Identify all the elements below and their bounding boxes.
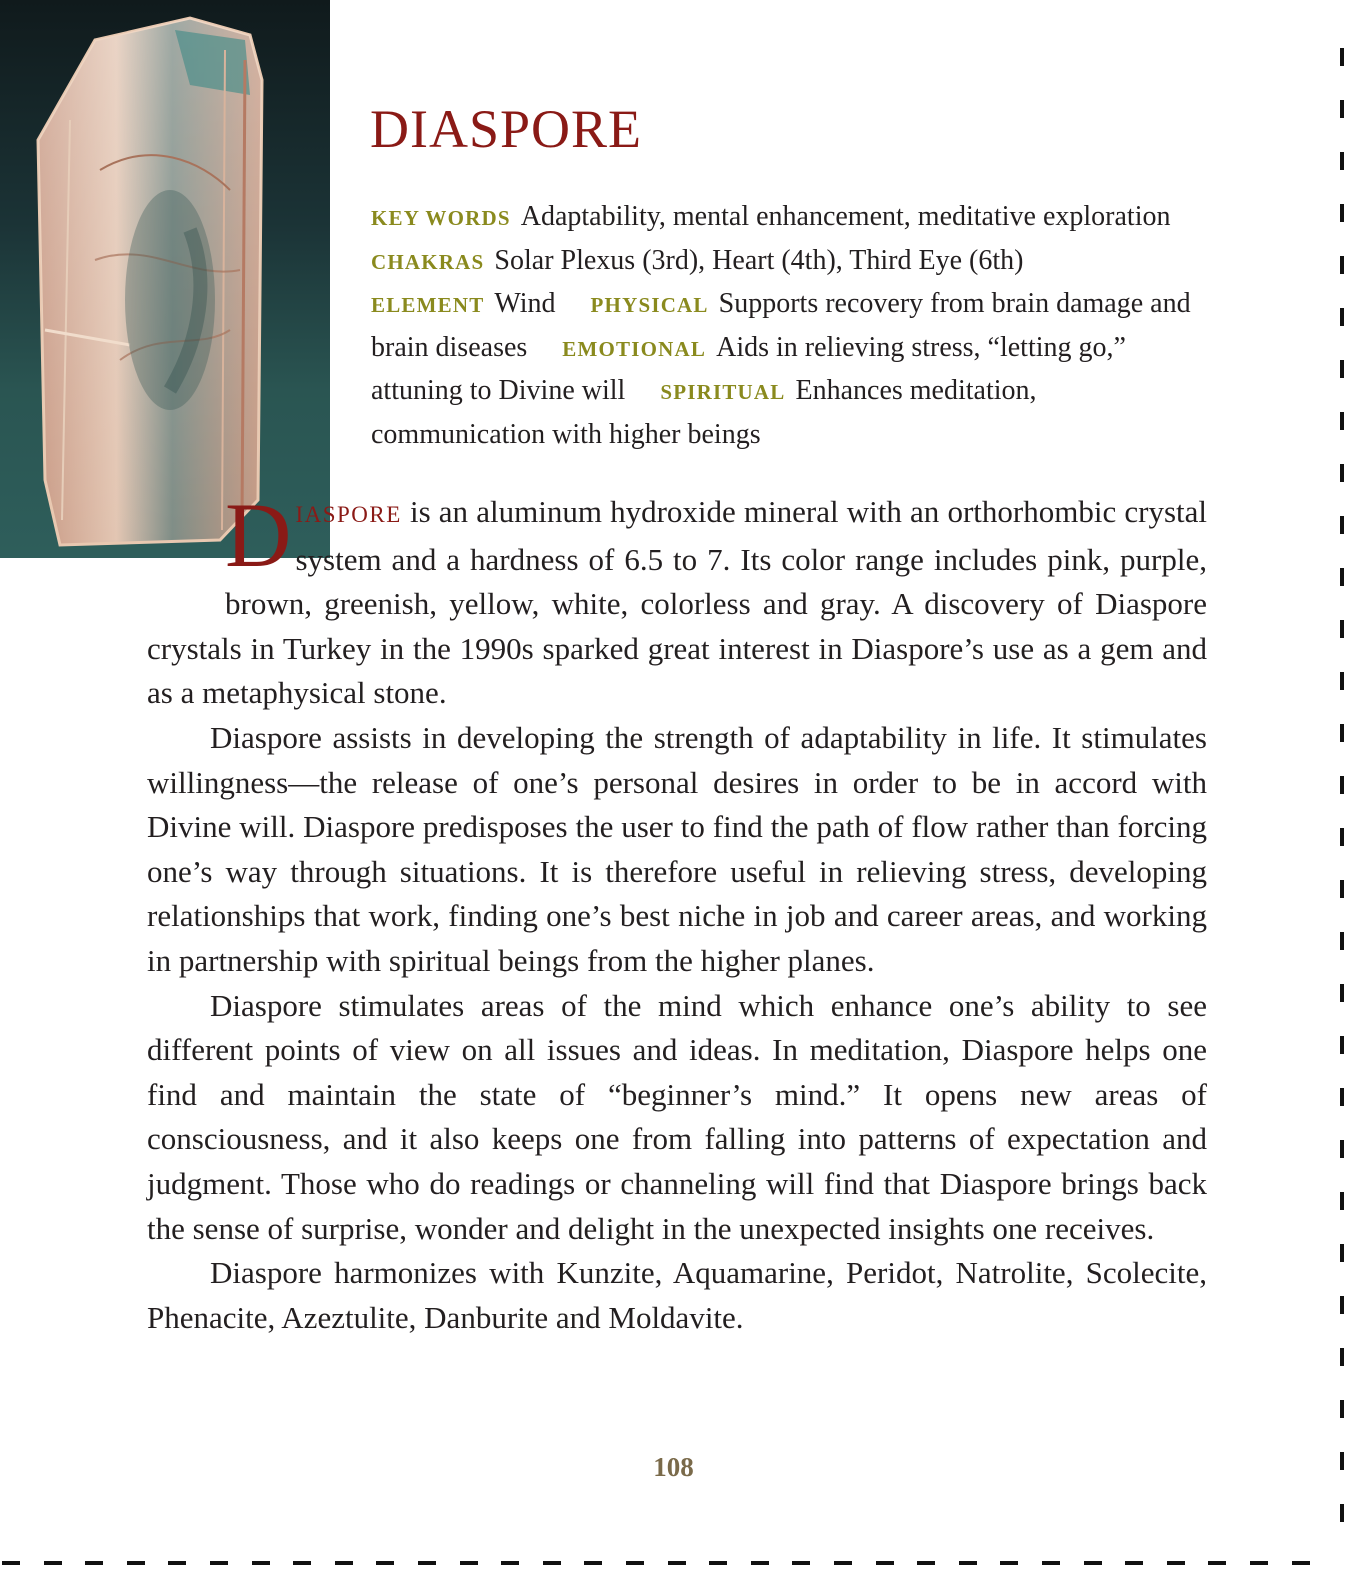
crop-mark bbox=[1250, 1561, 1268, 1565]
crop-mark bbox=[1340, 984, 1344, 1002]
crop-mark bbox=[501, 1561, 519, 1565]
crop-mark bbox=[584, 1561, 602, 1565]
crop-mark bbox=[1340, 256, 1344, 274]
paragraph-4: Diaspore harmonizes with Kunzite, Aquamarine, Peridot, Natrolite, Scolecite, Phenacite, Azeztulite, Danburite and Moldavite. bbox=[147, 1255, 1207, 1335]
attr-label-emotional: EMOTIONAL bbox=[562, 336, 707, 361]
crop-mark bbox=[751, 1561, 769, 1565]
lead-smallcaps: IASPORE bbox=[295, 502, 402, 527]
attr-value-key-words: Adaptability, mental enhancement, meditative exploration bbox=[520, 201, 1171, 232]
crop-mark bbox=[1340, 308, 1344, 326]
crop-mark bbox=[1084, 1561, 1102, 1565]
attr-label-key-words: KEY WORDS bbox=[371, 206, 511, 230]
crop-mark bbox=[1340, 568, 1344, 586]
crop-mark bbox=[44, 1561, 62, 1565]
crop-mark bbox=[1340, 828, 1344, 846]
crop-mark bbox=[376, 1561, 394, 1565]
crop-mark bbox=[1340, 1348, 1344, 1366]
page-title: DIASPORE bbox=[370, 99, 643, 159]
crop-mark bbox=[1340, 100, 1344, 118]
attr-label-spiritual: SPIRITUAL bbox=[660, 380, 786, 404]
crop-mark bbox=[460, 1561, 478, 1565]
crop-mark bbox=[1340, 1088, 1344, 1106]
crop-mark bbox=[1340, 464, 1344, 482]
crop-mark bbox=[668, 1561, 686, 1565]
crop-mark bbox=[1340, 1452, 1344, 1470]
crop-mark bbox=[1340, 1036, 1344, 1054]
crop-mark bbox=[1340, 880, 1344, 898]
crop-mark bbox=[1340, 1504, 1344, 1522]
crop-mark bbox=[1340, 152, 1344, 170]
body-text bbox=[147, 484, 1207, 1340]
attr-value-spiritual: Enhances meditation, communication with higher beings bbox=[371, 375, 1037, 450]
drop-cap: D bbox=[225, 484, 292, 586]
crop-mark bbox=[252, 1561, 270, 1565]
page-number: 108 bbox=[653, 1452, 694, 1482]
crop-mark bbox=[85, 1561, 103, 1565]
attr-value-physical: Supports recovery from brain damage and brain diseases bbox=[371, 288, 1191, 363]
attributes-block bbox=[371, 196, 1211, 455]
crop-mark bbox=[418, 1561, 436, 1565]
crop-mark bbox=[1340, 1400, 1344, 1418]
paragraph-2: Diaspore assists in developing the strength of adaptability in life. It stimulates willingness—the release of one’s personal desires in order to be in accord with Divine will. Diaspore predisposes the user to find the path of flow rather than forcing one’s way through situations. It is therefore useful in relieving stress, developing relationships that work, finding one’s best niche in job and career areas, and working in partnership with spiritual beings from the higher planes. bbox=[147, 719, 1207, 978]
crystal-illustration bbox=[0, 0, 330, 558]
crop-mark bbox=[709, 1561, 727, 1565]
crop-mark bbox=[1340, 932, 1344, 950]
crop-mark bbox=[543, 1561, 561, 1565]
crop-mark bbox=[1340, 516, 1344, 534]
crop-mark bbox=[210, 1561, 228, 1565]
crop-mark bbox=[626, 1561, 644, 1565]
paragraph-1-text: is an aluminum hydroxide mineral with an orthorhombic crystal system and a hardness of 6.5 to 7. Its color range includes pink, purple, brown, greenish, yellow, white, colorless and gray. A discovery of Diaspore crystals in Turkey in the 1990s sparked great interest in Diaspore’s use as a gem and as a metaphysical stone. bbox=[147, 494, 1207, 711]
diaspore-crystal-photo bbox=[0, 0, 330, 558]
attr-label-element: ELEMENT bbox=[371, 293, 485, 317]
crop-mark bbox=[834, 1561, 852, 1565]
crop-mark bbox=[1340, 1192, 1344, 1210]
crop-mark bbox=[1292, 1561, 1310, 1565]
crop-mark bbox=[1340, 776, 1344, 794]
crop-mark bbox=[1000, 1561, 1018, 1565]
crop-mark bbox=[876, 1561, 894, 1565]
crop-mark bbox=[2, 1561, 20, 1565]
crop-mark bbox=[1167, 1561, 1185, 1565]
crop-mark bbox=[1208, 1561, 1226, 1565]
crop-mark bbox=[1340, 48, 1344, 66]
crop-mark bbox=[1340, 204, 1344, 222]
paragraph-3: Diaspore stimulates areas of the mind which enhance one’s ability to see different points of view on all issues and ideas. In meditation, Diaspore helps one find and maintain the state of “beginner’s mind.” It opens new areas of consciousness, and it also keeps one from falling into patterns of expectation and judgment. Those who do readings or channeling will find that Diaspore brings back the sense of surprise, wonder and delight in the unexpected insights one receives. bbox=[147, 987, 1207, 1246]
crop-mark bbox=[1340, 672, 1344, 690]
crop-mark bbox=[1042, 1561, 1060, 1565]
crop-mark bbox=[293, 1561, 311, 1565]
crop-mark bbox=[917, 1561, 935, 1565]
paragraph-1 bbox=[147, 484, 1207, 716]
crop-mark bbox=[1125, 1561, 1143, 1565]
crop-mark bbox=[127, 1561, 145, 1565]
crop-mark bbox=[168, 1561, 186, 1565]
crop-mark bbox=[1340, 412, 1344, 430]
crop-mark bbox=[1340, 1296, 1344, 1314]
crop-mark bbox=[1340, 360, 1344, 378]
attr-label-physical: PHYSICAL bbox=[590, 293, 709, 317]
crop-mark bbox=[959, 1561, 977, 1565]
crop-mark bbox=[1340, 724, 1344, 742]
attr-value-element: Wind bbox=[494, 288, 556, 319]
crop-mark bbox=[1340, 1140, 1344, 1158]
crop-mark bbox=[792, 1561, 810, 1565]
crop-mark bbox=[1340, 1244, 1344, 1262]
attr-value-chakras: Solar Plexus (3rd), Heart (4th), Third Eye (6th) bbox=[494, 244, 1024, 276]
crop-mark bbox=[1340, 620, 1344, 638]
attr-value-emotional: Aids in relieving stress, “letting go,” attuning to Divine will bbox=[371, 331, 1126, 406]
attr-label-chakras: CHAKRAS bbox=[371, 249, 485, 274]
crop-mark bbox=[335, 1561, 353, 1565]
